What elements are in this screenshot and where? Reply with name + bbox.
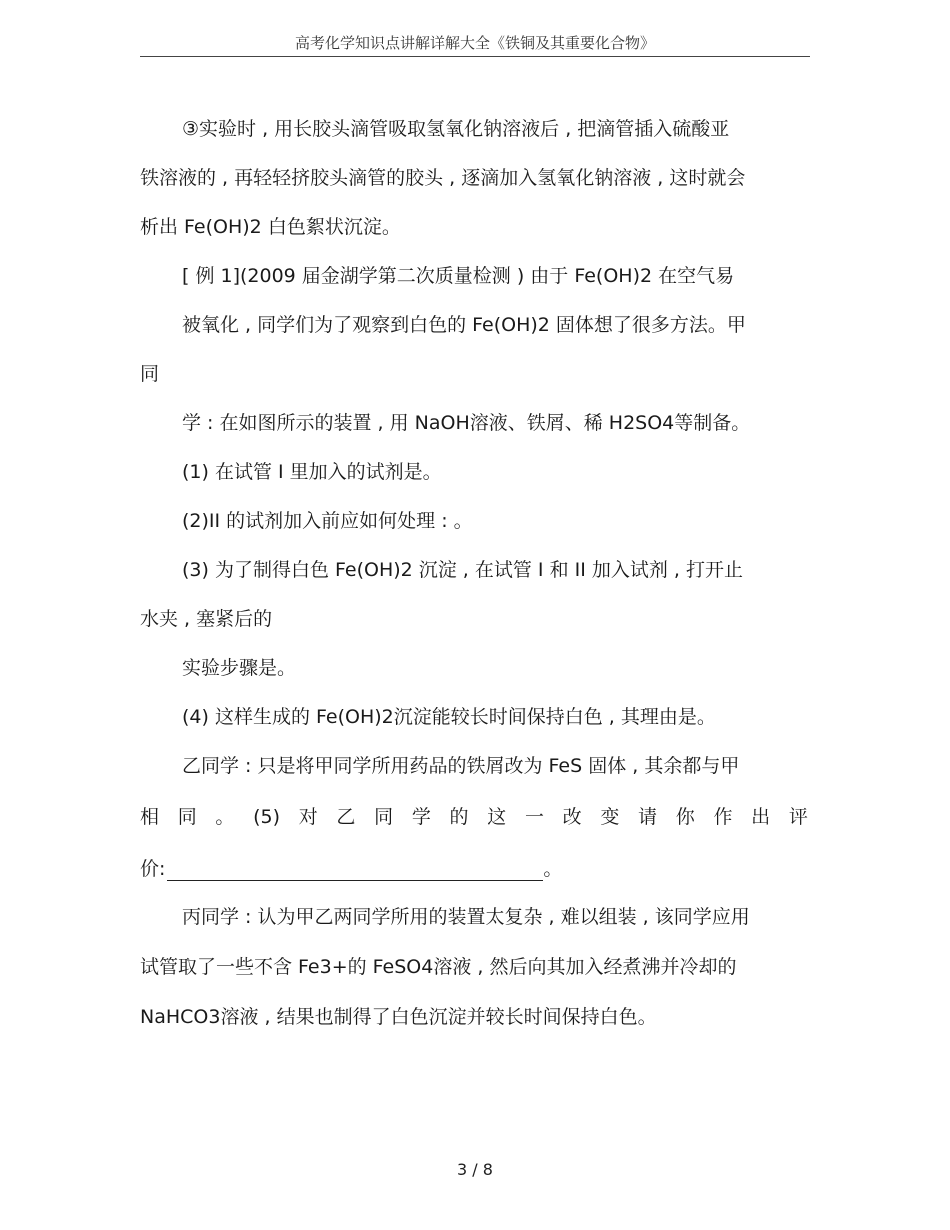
text-line: 学 : 在如图所示的装置 , 用 NaOH溶液、铁屑、稀 H2SO4等制备。 bbox=[182, 412, 751, 434]
justified-char: 对 bbox=[298, 806, 318, 828]
justified-char: 。 bbox=[215, 806, 235, 828]
justified-char: 请 bbox=[638, 806, 658, 828]
justified-char: 的 bbox=[449, 806, 469, 828]
justified-char: 学 bbox=[411, 806, 431, 828]
justified-char: 你 bbox=[675, 806, 695, 828]
question-5-row bbox=[140, 806, 808, 829]
question-4: (4) 这样生成的 Fe(OH)2沉淀能较长时间保持白色 , 其理由是。 bbox=[182, 706, 716, 728]
justified-char: 作 bbox=[713, 806, 733, 828]
text-line: ③实验时 , 用长胶头滴管吸取氢氧化钠溶液后 , 把滴管插入硫酸亚 bbox=[182, 118, 730, 140]
text-line: 被氧化 , 同学们为了观察到白色的 Fe(OH)2 固体想了很多方法。甲 bbox=[182, 314, 746, 336]
justified-char: 评 bbox=[788, 806, 808, 828]
answer-line bbox=[140, 858, 562, 881]
justified-char: 同 bbox=[374, 806, 394, 828]
question-2: (2)II 的试剂加入前应如何处理 : 。 bbox=[182, 510, 473, 532]
question-1: (1) 在试管 I 里加入的试剂是。 bbox=[182, 461, 442, 483]
page-number: 3 / 8 bbox=[457, 1160, 493, 1179]
justified-char: 变 bbox=[600, 806, 620, 828]
justified-char: 这 bbox=[487, 806, 507, 828]
text-line: 乙同学 : 只是将甲同学所用药品的铁屑改为 FeS 固体 , 其余都与甲 bbox=[182, 755, 740, 777]
justified-char: 出 bbox=[751, 806, 771, 828]
text-line: 实验步骤是。 bbox=[182, 657, 297, 679]
text-line: 试管取了一些不含 Fe3+的 FeSO4溶液 , 然后向其加入经煮沸并冷却的 bbox=[140, 956, 737, 978]
justified-char: 同 bbox=[177, 806, 197, 828]
answer-suffix: 。 bbox=[543, 858, 563, 880]
justified-char: 改 bbox=[562, 806, 582, 828]
justified-char: 相 bbox=[140, 806, 160, 828]
justified-char: 乙 bbox=[336, 806, 356, 828]
answer-prefix: 价: bbox=[140, 858, 166, 880]
text-line: 铁溶液的 , 再轻轻挤胶头滴管的胶头 , 逐滴加入氢氧化钠溶液 , 这时就会 bbox=[140, 167, 746, 189]
justified-char: (5) bbox=[253, 806, 281, 828]
answer-blank[interactable] bbox=[167, 862, 543, 881]
text-line: 丙同学 : 认为甲乙两同学所用的装置太复杂 , 难以组装 , 该同学应用 bbox=[182, 906, 750, 928]
text-line: 同 bbox=[140, 363, 160, 385]
question-3: (3) 为了制得白色 Fe(OH)2 沉淀 , 在试管 I 和 II 加入试剂 , 打开止 bbox=[182, 559, 743, 581]
text-line: 析出 Fe(OH)2 白色絮状沉淀。 bbox=[140, 216, 401, 238]
page-header-title: 高考化学知识点讲解详解大全《铁铜及其重要化合物》 bbox=[294, 34, 655, 52]
justified-char: 一 bbox=[524, 806, 544, 828]
text-line: 水夹 , 塞紧后的 bbox=[140, 608, 273, 630]
example-heading: [ 例 1](2009 届金湖学第二次质量检测 ) 由于 Fe(OH)2 在空气易 bbox=[182, 265, 735, 287]
text-line: NaHCO3溶液 , 结果也制得了白色沉淀并较长时间保持白色。 bbox=[140, 1006, 657, 1028]
header-divider bbox=[140, 56, 810, 57]
